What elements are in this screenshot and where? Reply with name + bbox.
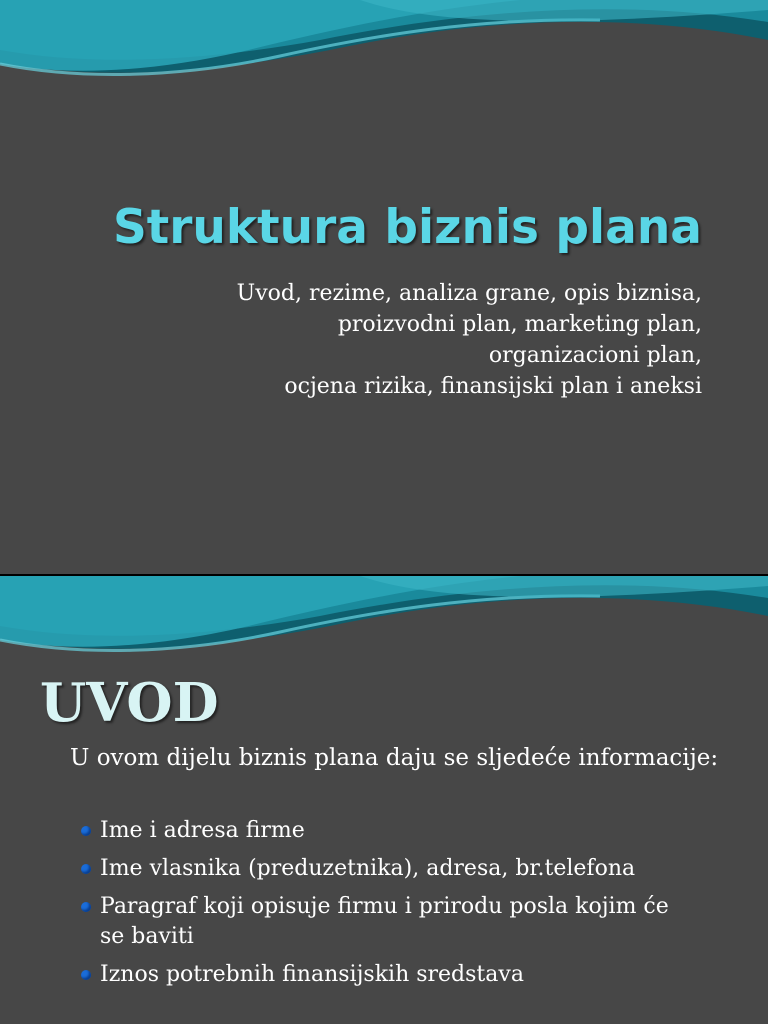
slide-subtitle (237, 278, 702, 402)
list-item-text: Ime i adresa firme (100, 818, 305, 843)
subtitle-line: ocjena rizika, finansijski plan i aneksi (284, 374, 702, 399)
subtitle-line: Uvod, rezime, analiza grane, opis biznisa, (236, 281, 702, 306)
list-item (77, 816, 677, 846)
subtitle-line: proizvodni plan, marketing plan, (337, 312, 702, 337)
bullet-icon (81, 864, 91, 874)
list-item-text: Paragraf koji opisuje firmu i prirodu posla kojim će se baviti (100, 894, 669, 949)
list-item-text: Ime vlasnika (preduzetnika), adresa, br.telefona (100, 856, 636, 881)
list-item-text: Iznos potrebnih finansijskih sredstava (100, 962, 524, 987)
bullet-icon (81, 970, 91, 980)
slide-2 (0, 576, 768, 1024)
slide-title: UVOD (40, 672, 219, 734)
subtitle-line: organizacioni plan, (488, 343, 702, 368)
list-item (77, 854, 677, 884)
wave-header-decoration (0, 576, 768, 686)
bullet-list (77, 816, 677, 998)
slide-title: Struktura biznis plana (112, 200, 702, 255)
bullet-icon (81, 902, 91, 912)
intro-text: U ovom dijelu biznis plana daju se sljedeće informacije: (70, 745, 719, 771)
list-item (77, 960, 677, 990)
wave-header-decoration (0, 0, 768, 110)
bullet-icon (81, 826, 91, 836)
list-item (77, 892, 677, 952)
